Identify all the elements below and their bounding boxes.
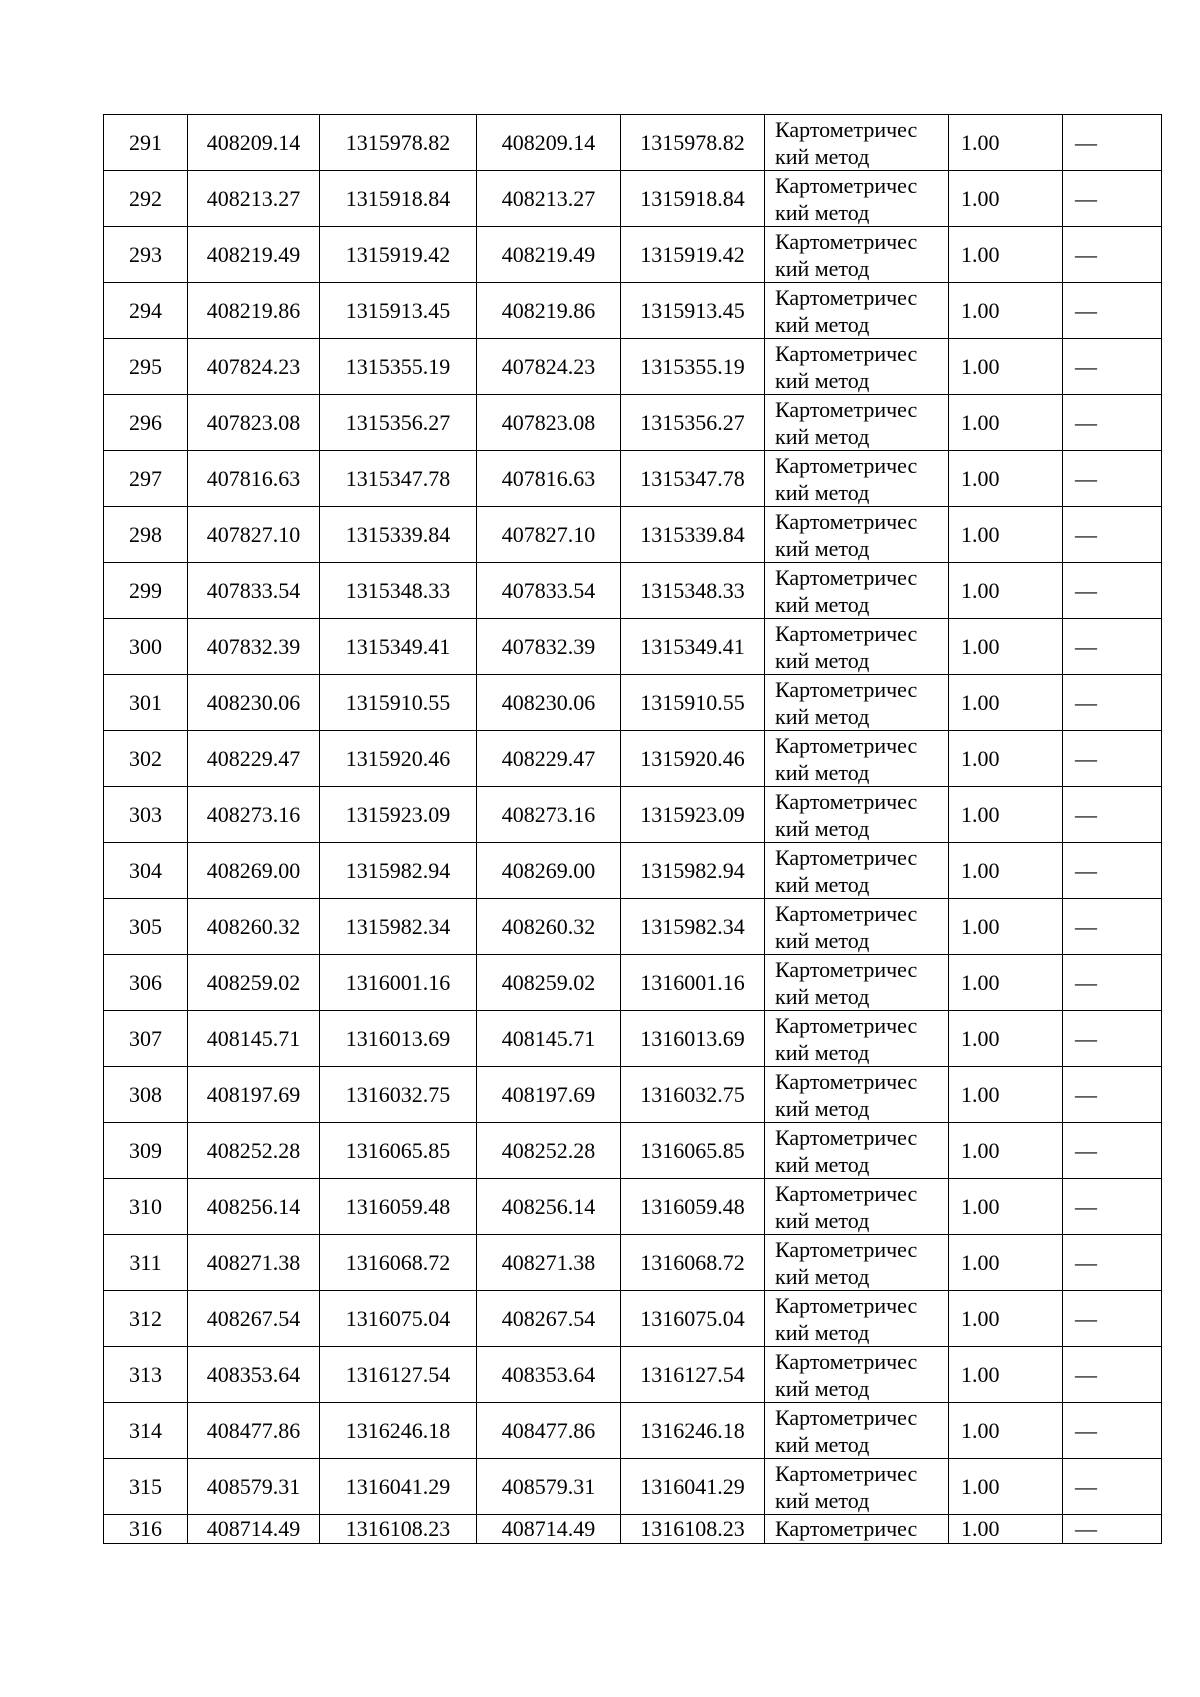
y-existing-cell: 1315347.78 — [320, 451, 477, 507]
x-specified-cell: 408477.86 — [477, 1403, 621, 1459]
method-text-line: Картометричес — [775, 452, 918, 478]
y-specified-cell: 1315910.55 — [621, 675, 765, 731]
y-existing-cell: 1316013.69 — [320, 1011, 477, 1067]
y-existing-cell: 1315923.09 — [320, 787, 477, 843]
method-text-line: Картометричес — [775, 1516, 918, 1541]
x-existing-cell: 408219.49 — [188, 227, 320, 283]
coordinates-table-body — [104, 115, 1162, 1544]
y-specified-cell: 1315978.82 — [621, 115, 765, 171]
y-specified-cell: 1315348.33 — [621, 563, 765, 619]
y-existing-cell: 1316127.54 — [320, 1347, 477, 1403]
method-cell — [765, 1179, 949, 1235]
method-text-line: Картометричес — [775, 620, 918, 646]
x-specified-cell: 408197.69 — [477, 1067, 621, 1123]
method-text-line: кий метод — [775, 983, 870, 1009]
table-row — [104, 899, 1162, 955]
method-text-line: кий метод — [775, 1431, 870, 1457]
accuracy-cell: 1.00 — [949, 899, 1063, 955]
x-specified-cell: 408259.02 — [477, 955, 621, 1011]
x-existing-cell: 408197.69 — [188, 1067, 320, 1123]
point-number-cell: 314 — [104, 1403, 188, 1459]
method-text-line: Картометричес — [775, 508, 918, 534]
x-existing-cell: 408209.14 — [188, 115, 320, 171]
accuracy-cell: 1.00 — [949, 283, 1063, 339]
table-row — [104, 115, 1162, 171]
method-cell — [765, 731, 949, 787]
method-text-line: Картометричес — [775, 1404, 918, 1430]
y-existing-cell: 1315355.19 — [320, 339, 477, 395]
method-cell — [765, 1291, 949, 1347]
point-number-cell: 295 — [104, 339, 188, 395]
y-specified-cell: 1316041.29 — [621, 1459, 765, 1515]
accuracy-cell: 1.00 — [949, 1179, 1063, 1235]
x-specified-cell: 407824.23 — [477, 339, 621, 395]
note-cell: — — [1063, 1291, 1162, 1347]
note-cell: — — [1063, 563, 1162, 619]
note-cell: — — [1063, 1235, 1162, 1291]
accuracy-cell: 1.00 — [949, 1011, 1063, 1067]
table-row — [104, 619, 1162, 675]
y-existing-cell: 1316041.29 — [320, 1459, 477, 1515]
y-specified-cell: 1315913.45 — [621, 283, 765, 339]
table-row — [104, 451, 1162, 507]
point-number-cell: 300 — [104, 619, 188, 675]
point-number-cell: 299 — [104, 563, 188, 619]
y-specified-cell: 1316075.04 — [621, 1291, 765, 1347]
method-cell — [765, 395, 949, 451]
method-cell — [765, 227, 949, 283]
table-row — [104, 171, 1162, 227]
note-cell: — — [1063, 115, 1162, 171]
method-text-line: кий метод — [775, 535, 870, 561]
method-cell — [765, 563, 949, 619]
x-existing-cell: 408256.14 — [188, 1179, 320, 1235]
y-specified-cell: 1315918.84 — [621, 171, 765, 227]
accuracy-cell: 1.00 — [949, 1291, 1063, 1347]
x-specified-cell: 408714.49 — [477, 1515, 621, 1544]
method-text-line: кий метод — [775, 927, 870, 953]
y-specified-cell: 1316013.69 — [621, 1011, 765, 1067]
y-specified-cell: 1315920.46 — [621, 731, 765, 787]
method-text-line: Картометричес — [775, 228, 918, 254]
y-specified-cell: 1316108.23 — [621, 1515, 765, 1544]
point-number-cell: 303 — [104, 787, 188, 843]
x-existing-cell: 408229.47 — [188, 731, 320, 787]
x-existing-cell: 407816.63 — [188, 451, 320, 507]
note-cell: — — [1063, 1347, 1162, 1403]
note-cell: — — [1063, 731, 1162, 787]
x-specified-cell: 408269.00 — [477, 843, 621, 899]
x-existing-cell: 408714.49 — [188, 1515, 320, 1544]
accuracy-cell: 1.00 — [949, 1235, 1063, 1291]
accuracy-cell: 1.00 — [949, 1123, 1063, 1179]
note-cell: — — [1063, 171, 1162, 227]
method-text-line: кий метод — [775, 1319, 870, 1345]
y-specified-cell: 1315349.41 — [621, 619, 765, 675]
table-row — [104, 1235, 1162, 1291]
x-specified-cell: 408145.71 — [477, 1011, 621, 1067]
x-existing-cell: 408267.54 — [188, 1291, 320, 1347]
note-cell: — — [1063, 1515, 1162, 1544]
x-specified-cell: 408219.49 — [477, 227, 621, 283]
y-existing-cell: 1316059.48 — [320, 1179, 477, 1235]
method-text-line: Картометричес — [775, 1292, 918, 1318]
point-number-cell: 316 — [104, 1515, 188, 1544]
method-text-line: кий метод — [775, 255, 870, 281]
accuracy-cell: 1.00 — [949, 507, 1063, 563]
accuracy-cell: 1.00 — [949, 1067, 1063, 1123]
x-specified-cell: 408209.14 — [477, 115, 621, 171]
accuracy-cell: 1.00 — [949, 395, 1063, 451]
y-specified-cell: 1316065.85 — [621, 1123, 765, 1179]
x-existing-cell: 408477.86 — [188, 1403, 320, 1459]
x-existing-cell: 408213.27 — [188, 171, 320, 227]
table-row — [104, 843, 1162, 899]
method-text-line: кий метод — [775, 1151, 870, 1177]
note-cell: — — [1063, 339, 1162, 395]
x-existing-cell: 407833.54 — [188, 563, 320, 619]
table-row — [104, 731, 1162, 787]
method-text-line: кий метод — [775, 647, 870, 673]
method-cell — [765, 115, 949, 171]
table-row — [104, 1459, 1162, 1515]
method-cell — [765, 283, 949, 339]
note-cell: — — [1063, 899, 1162, 955]
method-text-line: Картометричес — [775, 676, 918, 702]
accuracy-cell: 1.00 — [949, 731, 1063, 787]
table-row — [104, 1067, 1162, 1123]
note-cell: — — [1063, 1123, 1162, 1179]
point-number-cell: 311 — [104, 1235, 188, 1291]
y-specified-cell: 1315919.42 — [621, 227, 765, 283]
x-existing-cell: 408252.28 — [188, 1123, 320, 1179]
point-number-cell: 302 — [104, 731, 188, 787]
coordinates-table — [103, 114, 1162, 1544]
x-specified-cell: 408219.86 — [477, 283, 621, 339]
note-cell: — — [1063, 1011, 1162, 1067]
method-text-line: кий метод — [775, 479, 870, 505]
note-cell: — — [1063, 1403, 1162, 1459]
note-cell: — — [1063, 227, 1162, 283]
accuracy-cell: 1.00 — [949, 1515, 1063, 1544]
y-specified-cell: 1316246.18 — [621, 1403, 765, 1459]
x-specified-cell: 408260.32 — [477, 899, 621, 955]
y-existing-cell: 1315920.46 — [320, 731, 477, 787]
x-existing-cell: 408219.86 — [188, 283, 320, 339]
note-cell: — — [1063, 1067, 1162, 1123]
method-text-line: кий метод — [775, 367, 870, 393]
y-specified-cell: 1315355.19 — [621, 339, 765, 395]
method-text-line: Картометричес — [775, 844, 918, 870]
y-existing-cell: 1315913.45 — [320, 283, 477, 339]
method-text-line: Картометричес — [775, 172, 918, 198]
note-cell: — — [1063, 675, 1162, 731]
accuracy-cell: 1.00 — [949, 339, 1063, 395]
method-cell — [765, 1459, 949, 1515]
y-specified-cell: 1315982.94 — [621, 843, 765, 899]
x-specified-cell: 408579.31 — [477, 1459, 621, 1515]
method-text-line: кий метод — [775, 199, 870, 225]
point-number-cell: 306 — [104, 955, 188, 1011]
x-specified-cell: 408273.16 — [477, 787, 621, 843]
method-cell — [765, 1403, 949, 1459]
y-existing-cell: 1315982.94 — [320, 843, 477, 899]
point-number-cell: 297 — [104, 451, 188, 507]
method-text-line: кий метод — [775, 1207, 870, 1233]
y-existing-cell: 1315982.34 — [320, 899, 477, 955]
x-existing-cell: 407827.10 — [188, 507, 320, 563]
accuracy-cell: 1.00 — [949, 675, 1063, 731]
method-text-line: Картометричес — [775, 732, 918, 758]
y-existing-cell: 1315910.55 — [320, 675, 477, 731]
table-row — [104, 675, 1162, 731]
accuracy-cell: 1.00 — [949, 843, 1063, 899]
method-text-line: кий метод — [775, 1487, 870, 1513]
method-cell — [765, 1067, 949, 1123]
point-number-cell: 309 — [104, 1123, 188, 1179]
x-existing-cell: 408259.02 — [188, 955, 320, 1011]
point-number-cell: 307 — [104, 1011, 188, 1067]
point-number-cell: 301 — [104, 675, 188, 731]
y-existing-cell: 1316032.75 — [320, 1067, 477, 1123]
method-cell — [765, 451, 949, 507]
method-text-line: кий метод — [775, 591, 870, 617]
method-text-line: Картометричес — [775, 564, 918, 590]
y-specified-cell: 1316068.72 — [621, 1235, 765, 1291]
x-specified-cell: 407833.54 — [477, 563, 621, 619]
x-specified-cell: 408271.38 — [477, 1235, 621, 1291]
x-specified-cell: 407832.39 — [477, 619, 621, 675]
point-number-cell: 291 — [104, 115, 188, 171]
method-text-line: кий метод — [775, 311, 870, 337]
method-text-line: кий метод — [775, 759, 870, 785]
point-number-cell: 298 — [104, 507, 188, 563]
x-specified-cell: 408256.14 — [477, 1179, 621, 1235]
y-existing-cell: 1315919.42 — [320, 227, 477, 283]
note-cell: — — [1063, 619, 1162, 675]
method-text-line: кий метод — [775, 871, 870, 897]
method-cell — [765, 619, 949, 675]
point-number-cell: 313 — [104, 1347, 188, 1403]
y-specified-cell: 1316001.16 — [621, 955, 765, 1011]
x-specified-cell: 408252.28 — [477, 1123, 621, 1179]
method-text-line: Картометричес — [775, 340, 918, 366]
method-cell — [765, 1011, 949, 1067]
accuracy-cell: 1.00 — [949, 115, 1063, 171]
table-row — [104, 283, 1162, 339]
accuracy-cell: 1.00 — [949, 227, 1063, 283]
method-text-line: кий метод — [775, 1039, 870, 1065]
accuracy-cell: 1.00 — [949, 1347, 1063, 1403]
x-existing-cell: 408273.16 — [188, 787, 320, 843]
note-cell: — — [1063, 283, 1162, 339]
y-existing-cell: 1315978.82 — [320, 115, 477, 171]
x-specified-cell: 408230.06 — [477, 675, 621, 731]
y-existing-cell: 1315356.27 — [320, 395, 477, 451]
x-existing-cell: 408230.06 — [188, 675, 320, 731]
table-row — [104, 339, 1162, 395]
method-text-line: кий метод — [775, 423, 870, 449]
table-row — [104, 1011, 1162, 1067]
x-specified-cell: 407816.63 — [477, 451, 621, 507]
accuracy-cell: 1.00 — [949, 619, 1063, 675]
point-number-cell: 312 — [104, 1291, 188, 1347]
method-cell — [765, 1123, 949, 1179]
method-text-line: Картометричес — [775, 1180, 918, 1206]
point-number-cell: 304 — [104, 843, 188, 899]
y-existing-cell: 1316246.18 — [320, 1403, 477, 1459]
x-existing-cell: 408579.31 — [188, 1459, 320, 1515]
table-row — [104, 563, 1162, 619]
x-specified-cell: 407827.10 — [477, 507, 621, 563]
note-cell: — — [1063, 451, 1162, 507]
accuracy-cell: 1.00 — [949, 1459, 1063, 1515]
point-number-cell: 296 — [104, 395, 188, 451]
x-specified-cell: 408213.27 — [477, 171, 621, 227]
note-cell: — — [1063, 787, 1162, 843]
point-number-cell: 293 — [104, 227, 188, 283]
point-number-cell: 308 — [104, 1067, 188, 1123]
method-text-line: Картометричес — [775, 1348, 918, 1374]
accuracy-cell: 1.00 — [949, 171, 1063, 227]
method-text-line: Картометричес — [775, 284, 918, 310]
method-cell — [765, 843, 949, 899]
table-row — [104, 1403, 1162, 1459]
method-text-line: Картометричес — [775, 956, 918, 982]
method-text-line: кий метод — [775, 1375, 870, 1401]
method-cell — [765, 507, 949, 563]
method-cell — [765, 899, 949, 955]
point-number-cell: 294 — [104, 283, 188, 339]
method-text-line: кий метод — [775, 815, 870, 841]
point-number-cell: 292 — [104, 171, 188, 227]
method-cell — [765, 339, 949, 395]
method-cell — [765, 171, 949, 227]
method-cell — [765, 955, 949, 1011]
x-existing-cell: 408145.71 — [188, 1011, 320, 1067]
note-cell: — — [1063, 1179, 1162, 1235]
note-cell: — — [1063, 507, 1162, 563]
accuracy-cell: 1.00 — [949, 1403, 1063, 1459]
x-existing-cell: 407823.08 — [188, 395, 320, 451]
x-specified-cell: 408353.64 — [477, 1347, 621, 1403]
table-row — [104, 1291, 1162, 1347]
x-specified-cell: 407823.08 — [477, 395, 621, 451]
method-text-line: кий метод — [775, 703, 870, 729]
y-existing-cell: 1315349.41 — [320, 619, 477, 675]
method-text-line: Картометричес — [775, 900, 918, 926]
note-cell: — — [1063, 955, 1162, 1011]
y-specified-cell: 1315982.34 — [621, 899, 765, 955]
x-existing-cell: 407832.39 — [188, 619, 320, 675]
x-existing-cell: 407824.23 — [188, 339, 320, 395]
method-text-line: Картометричес — [775, 1012, 918, 1038]
y-specified-cell: 1316032.75 — [621, 1067, 765, 1123]
method-cell — [765, 1347, 949, 1403]
y-existing-cell: 1315348.33 — [320, 563, 477, 619]
method-text-line: Картометричес — [775, 788, 918, 814]
y-existing-cell: 1316075.04 — [320, 1291, 477, 1347]
method-cell — [765, 1515, 949, 1544]
accuracy-cell: 1.00 — [949, 451, 1063, 507]
y-specified-cell: 1315339.84 — [621, 507, 765, 563]
x-specified-cell: 408267.54 — [477, 1291, 621, 1347]
y-existing-cell: 1315339.84 — [320, 507, 477, 563]
y-existing-cell: 1316068.72 — [320, 1235, 477, 1291]
x-existing-cell: 408271.38 — [188, 1235, 320, 1291]
point-number-cell: 305 — [104, 899, 188, 955]
x-existing-cell: 408260.32 — [188, 899, 320, 955]
table-row — [104, 227, 1162, 283]
note-cell: — — [1063, 395, 1162, 451]
y-specified-cell: 1316127.54 — [621, 1347, 765, 1403]
y-existing-cell: 1316001.16 — [320, 955, 477, 1011]
accuracy-cell: 1.00 — [949, 563, 1063, 619]
y-specified-cell: 1316059.48 — [621, 1179, 765, 1235]
method-text-line: кий метод — [775, 1263, 870, 1289]
method-cell — [765, 1235, 949, 1291]
table-row — [104, 955, 1162, 1011]
y-specified-cell: 1315347.78 — [621, 451, 765, 507]
table-row — [104, 395, 1162, 451]
y-specified-cell: 1315356.27 — [621, 395, 765, 451]
note-cell: — — [1063, 843, 1162, 899]
table-row — [104, 507, 1162, 563]
table-row — [104, 1179, 1162, 1235]
method-text-line: Картометричес — [775, 1124, 918, 1150]
method-text-line: кий метод — [775, 143, 870, 169]
x-existing-cell: 408353.64 — [188, 1347, 320, 1403]
table-row — [104, 1347, 1162, 1403]
table-row — [104, 1123, 1162, 1179]
table-row — [104, 787, 1162, 843]
method-text-line: кий метод — [775, 1095, 870, 1121]
method-text-line: Картометричес — [775, 1068, 918, 1094]
y-existing-cell: 1316065.85 — [320, 1123, 477, 1179]
accuracy-cell: 1.00 — [949, 787, 1063, 843]
method-text-line: Картометричес — [775, 1460, 918, 1486]
point-number-cell: 310 — [104, 1179, 188, 1235]
method-cell — [765, 675, 949, 731]
y-specified-cell: 1315923.09 — [621, 787, 765, 843]
method-text-line: Картометричес — [775, 116, 918, 142]
x-specified-cell: 408229.47 — [477, 731, 621, 787]
x-existing-cell: 408269.00 — [188, 843, 320, 899]
table-row — [104, 1515, 1162, 1544]
point-number-cell: 315 — [104, 1459, 188, 1515]
y-existing-cell: 1316108.23 — [320, 1515, 477, 1544]
note-cell: — — [1063, 1459, 1162, 1515]
accuracy-cell: 1.00 — [949, 955, 1063, 1011]
method-text-line: Картометричес — [775, 1236, 918, 1262]
method-text-line: Картометричес — [775, 396, 918, 422]
method-cell — [765, 787, 949, 843]
y-existing-cell: 1315918.84 — [320, 171, 477, 227]
